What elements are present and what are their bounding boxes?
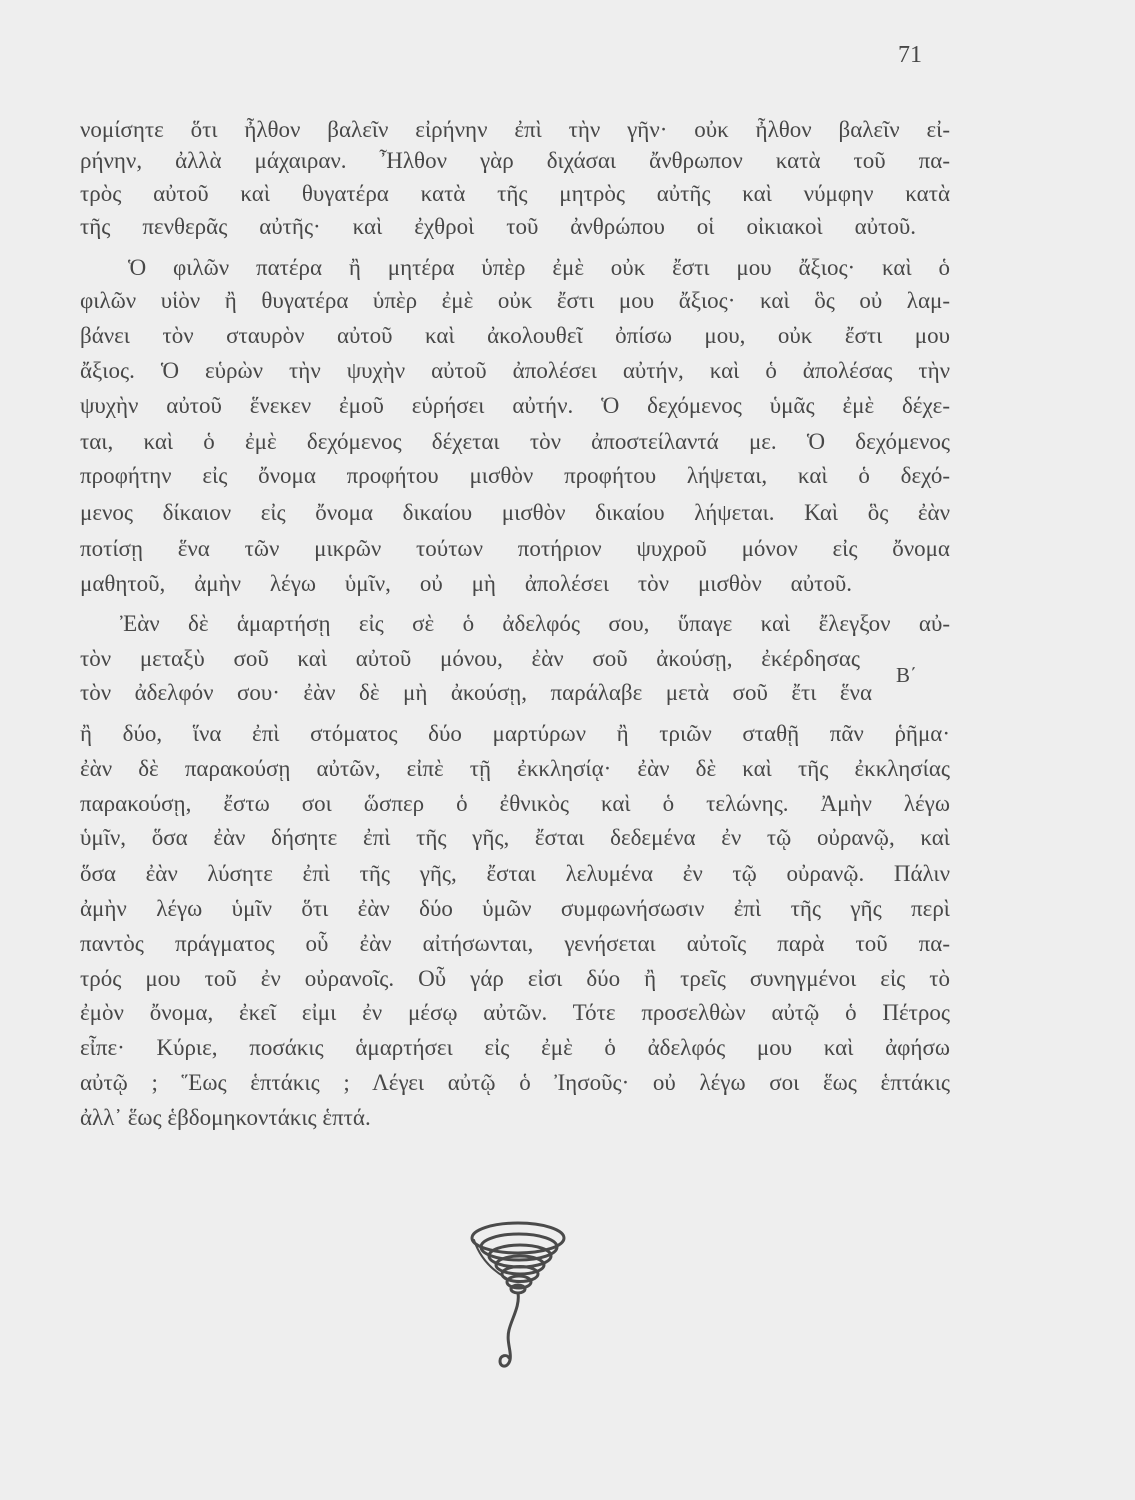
text-line: Ἐὰν δὲ ἁμαρτήσῃ εἰς σὲ ὁ ἀδελφός σου, ὕπαγε καὶ ἔλεγξον αὐ-	[120, 611, 950, 636]
text-line: τῆς πενθερᾶς αὐτῆς· καὶ ἐχθροὶ τοῦ ἀνθρώπου οἱ οἰκιακοὶ αὐτοῦ.	[80, 214, 916, 239]
text-line: τὸν ἀδελφόν σου· ἐὰν δὲ μὴ ἀκούσῃ, παράλαβε μετὰ σοῦ ἔτι ἕνα	[80, 680, 872, 705]
text-line: τὸν μεταξὺ σοῦ καὶ αὐτοῦ μόνου, ἐὰν σοῦ ἀκούσῃ, ἐκέρδησας	[80, 646, 860, 671]
text-line: φιλῶν υἱὸν ἢ θυγατέρα ὑπὲρ ἐμὲ οὐκ ἔστι μου ἄξιος· καὶ ὃς οὐ λαμ-	[80, 288, 950, 313]
text-line: ἀλλ᾽ ἕως ἑβδομηκοντάκις ἑπτά.	[80, 1105, 371, 1130]
text-line: μενος δίκαιον εἰς ὄνομα δικαίου μισθὸν δικαίου λήψεται. Καὶ ὃς ἐὰν	[80, 500, 950, 525]
text-line: νομίσητε ὅτι ἦλθον βαλεῖν εἰρήνην ἐπὶ τὴν γῆν· οὐκ ἦλθον βαλεῖν εἰ-	[80, 117, 950, 142]
text-line: τρός μου τοῦ ἐν οὐρανοῖς. Οὗ γάρ εἰσι δύο ἢ τρεῖς συνηγμένοι εἰς τὸ	[80, 966, 950, 991]
text-line: τρὸς αὐτοῦ καὶ θυγατέρα κατὰ τῆς μητρὸς αὐτῆς καὶ νύμφην κατὰ	[80, 181, 950, 206]
text-line: βάνει τὸν σταυρὸν αὐτοῦ καὶ ἀκολουθεῖ ὀπίσω μου, οὐκ ἔστι μου	[80, 323, 950, 348]
margin-note: Β΄	[896, 663, 917, 687]
text-line: παντὸς πράγματος οὗ ἐὰν αἰτήσωνται, γενήσεται αὐτοῖς παρὰ τοῦ πα-	[80, 931, 950, 956]
text-line: ὑμῖν, ὅσα ἐὰν δήσητε ἐπὶ τῆς γῆς, ἔσται δεδεμένα ἐν τῷ οὐρανῷ, καὶ	[80, 825, 950, 850]
text-line: ἀμὴν λέγω ὑμῖν ὅτι ἐὰν δύο ὑμῶν συμφωνήσωσιν ἐπὶ τῆς γῆς περὶ	[80, 896, 950, 921]
text-line: Ὁ φιλῶν πατέρα ἢ μητέρα ὑπὲρ ἐμὲ οὐκ ἔστι μου ἄξιος· καὶ ὁ	[128, 255, 950, 280]
text-line: ται, καὶ ὁ ἐμὲ δεχόμενος δέχεται τὸν ἀποστείλαντά με. Ὁ δεχόμενος	[80, 429, 950, 454]
text-line: ἢ δύο, ἵνα ἐπὶ στόματος δύο μαρτύρων ἢ τριῶν σταθῇ πᾶν ῥῆμα·	[80, 721, 950, 746]
text-line: ὅσα ἐὰν λύσητε ἐπὶ τῆς γῆς, ἔσται λελυμένα ἐν τῷ οὐρανῷ. Πάλιν	[80, 861, 950, 886]
text-line: εἶπε· Κύριε, ποσάκις ἁμαρτήσει εἰς ἐμὲ ὁ ἀδελφός μου καὶ ἀφήσω	[80, 1035, 950, 1060]
text-line: ἐὰν δὲ παρακούσῃ αὐτῶν, εἰπὲ τῇ ἐκκλησίᾳ· ἐὰν δὲ καὶ τῆς ἐκκλησίας	[80, 756, 950, 781]
text-line: ἐμὸν ὄνομα, ἐκεῖ εἰμι ἐν μέσῳ αὐτῶν. Τότε προσελθὼν αὐτῷ ὁ Πέτρος	[80, 1000, 950, 1025]
text-line: προφήτην εἰς ὄνομα προφήτου μισθὸν προφήτου λήψεται, καὶ ὁ δεχό-	[80, 463, 950, 488]
text-line: ἄξιος. Ὁ εὑρὼν τὴν ψυχὴν αὐτοῦ ἀπολέσει αὐτήν, καὶ ὁ ἀπολέσας τὴν	[80, 358, 950, 383]
text-line: μαθητοῦ, ἀμὴν λέγω ὑμῖν, οὐ μὴ ἀπολέσει τὸν μισθὸν αὐτοῦ.	[80, 571, 852, 596]
page-number: 71	[898, 42, 922, 68]
text-line: ψυχὴν αὐτοῦ ἕνεκεν ἐμοῦ εὑρήσει αὐτήν. Ὁ δεχόμενος ὑμᾶς ἐμὲ δέχε-	[80, 393, 950, 418]
spiral-ornament-icon	[462, 1218, 578, 1374]
text-line: ρήνην, ἀλλὰ μάχαιραν. Ἦλθον γὰρ διχάσαι ἄνθρωπον κατὰ τοῦ πα-	[80, 148, 950, 173]
text-line: παρακούσῃ, ἔστω σοι ὥσπερ ὁ ἐθνικὸς καὶ ὁ τελώνης. Ἀμὴν λέγω	[80, 791, 950, 816]
text-line: ποτίσῃ ἕνα τῶν μικρῶν τούτων ποτήριον ψυχροῦ μόνον εἰς ὄνομα	[80, 536, 950, 561]
text-line: αὐτῷ ; Ἕως ἑπτάκις ; Λέγει αὐτῷ ὁ Ἰησοῦς· οὐ λέγω σοι ἕως ἑπτάκις	[80, 1070, 950, 1095]
